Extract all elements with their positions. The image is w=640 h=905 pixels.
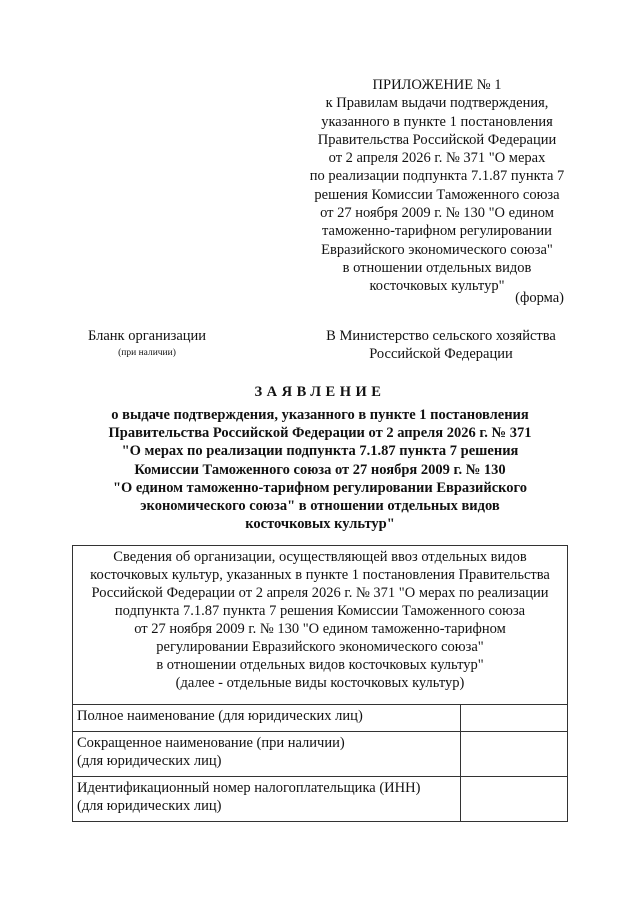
- appendix-line: от 27 ноября 2009 г. № 130 "О едином: [320, 205, 554, 222]
- addressee-line: Российской Федерации: [369, 346, 513, 362]
- subtitle-line: "О мерах по реализации подпункта 7.1.87 пункта 7 решения: [121, 443, 519, 460]
- row-label-line: Сокращенное наименование (при наличии): [77, 735, 345, 751]
- subtitle-line: косточковых культур": [245, 516, 395, 533]
- letterhead-title: Бланк организации: [87, 328, 207, 344]
- subtitle-line: "О едином таможенно-тарифном регулировании Евразийского: [112, 479, 528, 496]
- row-label-line: (для юридических лиц): [77, 753, 222, 769]
- letterhead-note: (при наличии): [118, 348, 176, 358]
- row-label-line: Полное наименование (для юридических лиц): [77, 708, 363, 724]
- appendix-line: таможенно-тарифном регулировании: [322, 223, 552, 240]
- header-line: в отношении отдельных видов косточковых культур": [156, 657, 484, 673]
- appendix-line: косточковых культур": [369, 278, 505, 295]
- row-label-inn: [73, 777, 461, 822]
- header-line: Сведения об организации, осуществляющей ввоз отдельных видов: [113, 549, 527, 565]
- organization-info-table: [72, 545, 568, 822]
- header-line: подпункта 7.1.87 пункта 7 решения Комиссии Таможенного союза: [114, 603, 526, 619]
- header-line: Российской Федерации от 2 апреля 2026 г. № 371 "О мерах по реализации: [91, 585, 549, 601]
- subtitle-line: о выдаче подтверждения, указанного в пункте 1 постановления: [111, 407, 529, 423]
- inn-value-cell[interactable]: [461, 777, 568, 822]
- table-row: [73, 705, 568, 732]
- appendix-line: по реализации подпункта 7.1.87 пункта 7: [309, 168, 565, 185]
- table-header: [73, 546, 568, 705]
- header-line: косточковых культур, указанных в пункте 1 постановления Правительства: [90, 567, 550, 583]
- appendix-line: в отношении отдельных видов: [342, 259, 532, 276]
- row-label-line: Идентификационный номер налогоплательщика (ИНН): [77, 780, 421, 796]
- addressee-block: [318, 327, 564, 363]
- organization-letterhead: [78, 327, 216, 360]
- header-line: от 27 ноября 2009 г. № 130 "О едином таможенно-тарифном: [134, 621, 506, 637]
- header-line: регулировании Евразийского экономического союза": [156, 639, 484, 655]
- addressee-line: В Министерство сельского хозяйства: [326, 328, 556, 344]
- row-label-line: (для юридических лиц): [77, 798, 222, 814]
- appendix-line: Правительства Российской Федерации: [317, 131, 557, 148]
- form-label: (форма): [515, 290, 564, 306]
- subtitle-line: экономического союза" в отношении отдельных видов: [140, 498, 500, 515]
- subtitle-line: Комиссии Таможенного союза от 27 ноября 2009 г. № 130: [134, 461, 506, 478]
- table-row: [73, 777, 568, 822]
- appendix-line: решения Комиссии Таможенного союза: [314, 186, 560, 203]
- appendix-line: указанного в пункте 1 постановления: [321, 113, 553, 130]
- row-label-full-name: [73, 705, 461, 732]
- full-name-value-cell[interactable]: [461, 705, 568, 732]
- document-title: ЗАЯВЛЕНИЕ: [254, 384, 386, 400]
- appendix-block: [296, 76, 578, 296]
- short-name-value-cell[interactable]: [461, 732, 568, 777]
- appendix-line: к Правилам выдачи подтверждения,: [325, 95, 549, 112]
- appendix-line: от 2 апреля 2026 г. № 371 "О мерах: [328, 150, 546, 167]
- row-label-short-name: [73, 732, 461, 777]
- table-row: [73, 732, 568, 777]
- appendix-line: ПРИЛОЖЕНИЕ № 1: [372, 77, 502, 93]
- header-line: (далее - отдельные виды косточковых культур): [175, 675, 465, 691]
- subtitle-line: Правительства Российской Федерации от 2 апреля 2026 г. № 371: [108, 425, 532, 442]
- document-subtitle: [60, 406, 580, 533]
- appendix-line: Евразийского экономического союза": [321, 241, 553, 258]
